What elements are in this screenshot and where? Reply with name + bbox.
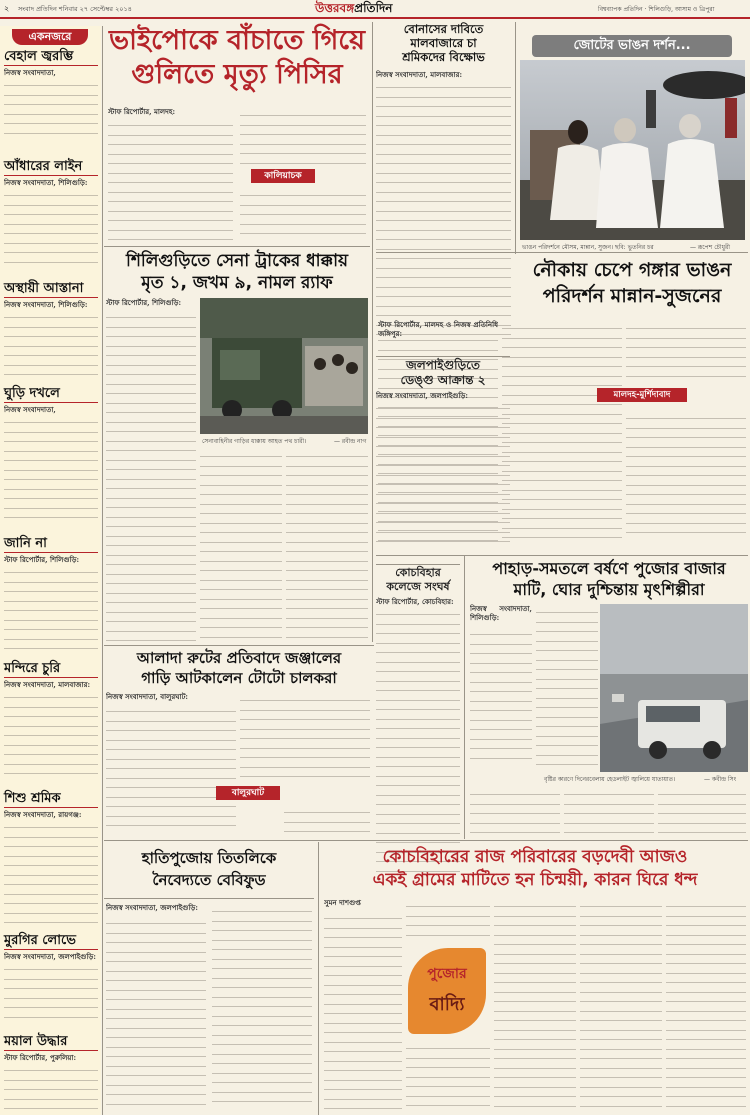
sidebar-item-byline: নিজস্ব সংবাদদাতা, শিলিগুড়ি: bbox=[4, 178, 88, 187]
army-photo-image bbox=[200, 298, 368, 434]
college-byline: স্টাফ রিপোর্টার, কোচবিহার: bbox=[376, 597, 454, 606]
lead-story bbox=[106, 22, 368, 244]
boat-headline-line2: পরিদর্শন মান্নান-সুজনের bbox=[542, 285, 722, 307]
sidebar-item bbox=[4, 791, 98, 931]
army-headline-line2: মৃত ১, জখম ৯, নামল র‌্যাফ bbox=[141, 273, 333, 293]
elephant-byline: নিজস্ব সংবাদদাতা, জলপাইগুড়ি: bbox=[106, 903, 198, 912]
toto-byline: নিজস্ব সংবাদদাতা, বালুরঘাট: bbox=[106, 692, 188, 701]
royal-headline-line2: একই গ্রামের মাটিতে হন চিন্ময়ী, কারন ঘিরে ধন্দ bbox=[372, 870, 698, 890]
army-byline: স্টাফ রিপোর্টার, শিলিগুড়ি: bbox=[106, 298, 182, 307]
sidebar-item-byline: স্টাফ রিপোর্টার, শিলিগুড়ি: bbox=[4, 555, 80, 564]
rain-photo-credit: — কবীন্দ্র সিং bbox=[704, 776, 737, 783]
tea-headline-line1: বোনাসের দাবিতে bbox=[403, 22, 484, 36]
sidebar-title: একনজরে bbox=[12, 29, 88, 45]
rain-photo bbox=[600, 604, 748, 772]
college-headline-line2: কলেজে সংঘর্ষ bbox=[386, 580, 450, 593]
royal-byline: সুমন দাশগুপ্ত bbox=[324, 898, 361, 907]
toto-story bbox=[104, 648, 374, 688]
sidebar-item-head: মুরগির লোভে bbox=[4, 933, 76, 948]
masthead-right: প্রতিদিন bbox=[354, 1, 393, 15]
elephant-headline-line2: নৈবেদ্যতে বেবিফুড bbox=[152, 871, 266, 889]
tea-byline: নিজস্ব সংবাদদাতা, মালবাজার: bbox=[376, 70, 463, 79]
jot-title: জোটের ভাঙন দর্শন... bbox=[532, 35, 732, 57]
jot-photo bbox=[520, 60, 745, 240]
sidebar-item-byline: নিজস্ব সংবাদদাতা, bbox=[4, 68, 56, 77]
army-headline-line1: শিলিগুড়িতে সেনা ট্রাকের ধাক্কায় bbox=[125, 251, 349, 271]
sidebar-item bbox=[4, 1034, 98, 1114]
sidebar-item-head: শিশু শ্রমিক bbox=[4, 791, 61, 806]
sidebar-item-head: ঘুড়ি দখলে bbox=[4, 386, 60, 401]
sidebar-item-byline: নিজস্ব সংবাদদাতা, মালবাজার: bbox=[4, 680, 91, 689]
rain-headline-line1: পাহাড়-সমতলে বর্ষণে পুজোর বাজার bbox=[492, 559, 726, 578]
sidebar bbox=[0, 26, 101, 1115]
tea-story bbox=[376, 22, 511, 342]
sidebar-item-byline: নিজস্ব সংবাদদাতা, শিলিগুড়ি: bbox=[4, 300, 88, 309]
tea-headline-line3: শ্রমিকদের বিক্ষোভ bbox=[402, 50, 485, 64]
rain-photo-image bbox=[600, 604, 748, 772]
elephant-headline-line1: হাতিপুজোয় তিতলিকে bbox=[141, 849, 277, 867]
lead-place-tag: কালিয়াচক bbox=[251, 169, 315, 183]
jot-photo-caption: ভাঙন পরিদর্শনে মৌসম, মান্নান, সুজন। ছবি: ভুতনির চর bbox=[522, 244, 654, 251]
boat-place-tag: মালদহ-মুর্শিদাবাদ bbox=[597, 388, 687, 402]
header-rule bbox=[0, 17, 750, 19]
jot-photo-credit: — রূপেশ চৌধুরী bbox=[690, 244, 730, 251]
sidebar-item-byline: নিজস্ব সংবাদদাতা, জলপাইগুড়ি: bbox=[4, 952, 96, 961]
dengue-headline-line1: জলপাইগুড়িতে bbox=[405, 358, 480, 372]
college-headline-line1: কোচবিহার bbox=[395, 566, 441, 579]
sidebar-item bbox=[4, 536, 98, 656]
sidebar-item-byline: নিজস্ব সংবাদদাতা, bbox=[4, 405, 56, 414]
sidebar-item-byline: নিজস্ব সংবাদদাতা, রায়গঞ্জ: bbox=[4, 810, 82, 819]
sidebar-item bbox=[4, 661, 98, 781]
lead-headline-line1: ভাইপোকে বাঁচাতে গিয়ে bbox=[108, 25, 366, 56]
sidebar-item-head: মন্দিরে চুরি bbox=[4, 661, 61, 676]
elephant-headline-box bbox=[104, 843, 314, 899]
masthead-left: উত্তরবঙ্গ bbox=[315, 1, 355, 15]
army-story bbox=[104, 250, 370, 294]
rain-story bbox=[470, 558, 748, 600]
dengue-story bbox=[376, 358, 510, 550]
puja-logo-line1: পুজোর bbox=[427, 966, 467, 982]
royal-story bbox=[322, 846, 748, 892]
jot-banner bbox=[520, 35, 745, 57]
jot-photo-image bbox=[520, 60, 745, 240]
toto-headline-line1: আলাদা রুটের প্রতিবাদে জঞ্জালের bbox=[136, 649, 342, 667]
rain-headline-line2: মাটি, ঘোর দুশ্চিন্তায় মৃৎশিল্পীরা bbox=[513, 580, 705, 599]
royal-headline-line1: কোচবিহারের রাজ পরিবারের বড়দেবী আজও bbox=[382, 847, 688, 867]
dengue-byline: নিজস্ব সংবাদদাতা, জলপাইগুড়ি: bbox=[376, 391, 468, 400]
boat-headline-line1: নৌকায় চেপে গঙ্গার ভাঙন bbox=[532, 259, 732, 281]
rain-photo-caption: বৃষ্টির কারণে দিনেরবেলায় হেডলাইট জ্বালিয়ে যাতায়াত। bbox=[544, 776, 676, 783]
sidebar-item bbox=[4, 933, 98, 1023]
sidebar-item-head: আঁধারের লাইন bbox=[4, 159, 83, 174]
lead-byline: স্টাফ রিপোর্টার, মালদহ: bbox=[108, 107, 176, 116]
puja-logo bbox=[408, 948, 486, 1034]
tea-headline-line2: মালবাজারে চা bbox=[410, 36, 477, 50]
army-photo bbox=[200, 298, 368, 434]
puja-logo-line2: বাদ্যি bbox=[429, 994, 465, 1015]
sidebar-item-head: ময়াল উদ্ধার bbox=[4, 1034, 68, 1049]
toto-place-tag: বালুরঘাট bbox=[216, 786, 280, 800]
lead-headline-line2: গুলিতে মৃত্যু পিসির bbox=[131, 59, 343, 90]
page-number: ২ bbox=[4, 4, 10, 13]
rain-byline: নিজস্ব সংবাদদাতা, শিলিগুড়ি: bbox=[470, 604, 532, 623]
college-story bbox=[376, 566, 460, 876]
sidebar-item-head: জানি না bbox=[4, 536, 47, 551]
sidebar-item bbox=[4, 281, 98, 381]
sidebar-item bbox=[4, 49, 98, 139]
sidebar-item bbox=[4, 386, 98, 526]
sidebar-item-byline: স্টাফ রিপোর্টার, পুরুলিয়া: bbox=[4, 1053, 77, 1062]
sidebar-item-head: অস্থায়ী আস্তানা bbox=[4, 281, 84, 296]
dengue-headline-line2: ডেঙ্গু আক্রান্ত ২ bbox=[400, 373, 486, 387]
boat-byline: স্টাফ রিপোর্টার, মালদহ ও নিজস্ব প্রতিনিধি জঙ্গিপুর: bbox=[378, 320, 498, 339]
toto-headline-line2: গাড়ি আটকালেন টোটো চালকরা bbox=[141, 669, 337, 687]
army-photo-credit: — রবীন্দ্র নাগ bbox=[334, 438, 367, 445]
sidebar-item bbox=[4, 159, 98, 269]
army-photo-caption: সেনাবাহিনীর গাড়ির ধাক্কায় আহত পথ চারী। bbox=[202, 438, 307, 445]
sidebar-item-head: বেহাল জ্বরম্ভি bbox=[4, 49, 74, 64]
date-line: সংবাদ প্রতিদিন শনিবার ২৭ সেপ্টেম্বর ২০১৪ bbox=[18, 5, 132, 13]
header-right-line: বিশ্বব্যাপক প্রতিদিন · শিলিগুড়ি, আসাম ও ত্রিপুরা bbox=[598, 6, 715, 13]
elephant-story bbox=[104, 843, 314, 1115]
